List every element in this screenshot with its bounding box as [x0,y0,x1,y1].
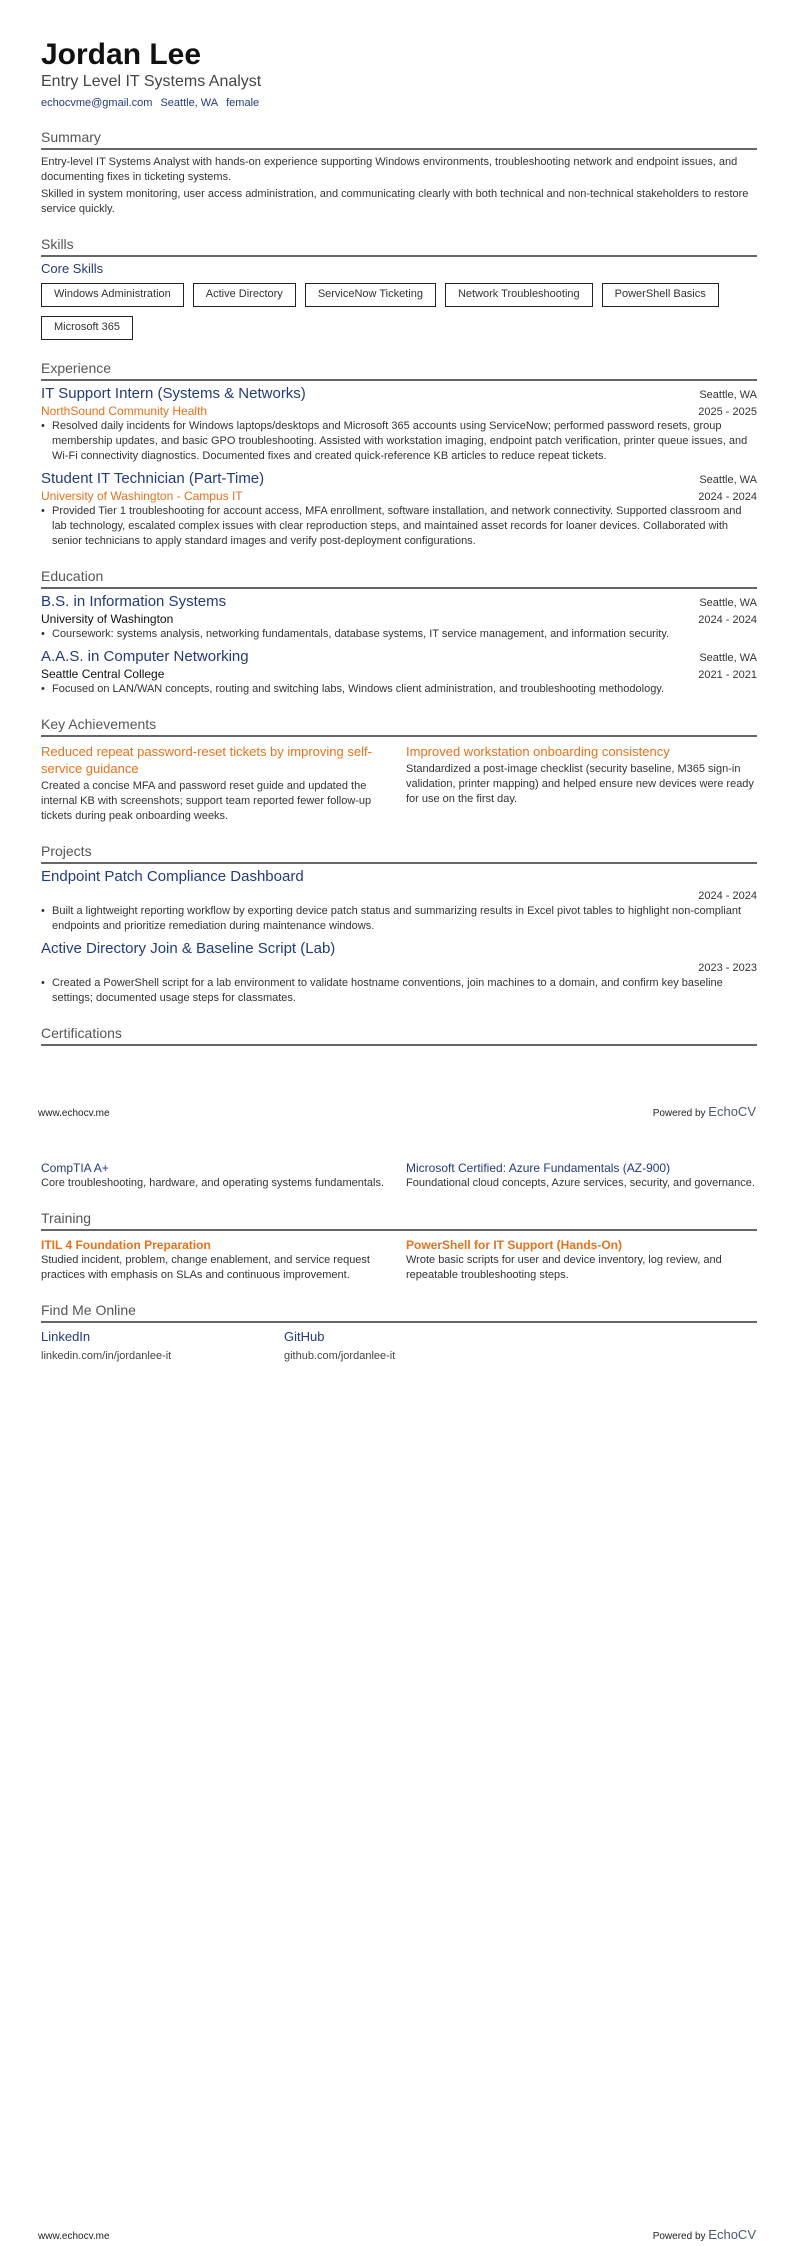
project-bullet: • Created a PowerShell script for a lab environment to validate hostname conventions, join machines to a domain, and confirm key baseline settings; documented usage steps for classmates. [41,976,757,1006]
training-desc: Studied incident, problem, change enablement, and service request practices with emphasis on SLAs and continuous improvement. [41,1254,370,1281]
section-heading: Summary [41,128,757,150]
experience-section [41,359,757,549]
certification-title: Microsoft Certified: Azure Fundamentals (AZ-900) [406,1161,671,1175]
online-link-github[interactable] [284,1329,527,1364]
section-heading: Skills [41,235,757,257]
project-entry [41,868,757,934]
education-bullet: • Coursework: systems analysis, networking fundamentals, database systems, IT service management, and information security. [41,627,757,642]
section-heading: Experience [41,359,757,381]
training-section [41,1209,757,1283]
link-url[interactable]: github.com/jordanlee-it [284,1350,396,1362]
education-bullet: • Focused on LAN/WAN concepts, routing and switching labs, Windows client administration, and troubleshooting methodology. [41,682,757,697]
company-name: NorthSound Community Health [41,404,208,418]
job-bullet: • Resolved daily incidents for Windows laptops/desktops and Microsoft 365 accounts using ServiceNow; performed password resets, group membership updates, and basic GPO troubleshooting. Assisted with workstation imaging, endpoint patch verification, printer queue issues, and Wi-Fi connectivity diagnostics. Documented fixes and created quick-reference KB articles to reduce repeat tickets. [41,419,757,464]
projects-section [41,842,757,1006]
education-dates: 2021 - 2021 [698,669,757,681]
online-section [41,1301,757,1364]
project-dates: 2023 - 2023 [698,962,757,974]
training-item [406,1237,757,1283]
training-title: PowerShell for IT Support (Hands-On) [406,1238,622,1252]
degree-title: B.S. in Information Systems [41,593,227,610]
job-title: Student IT Technician (Part-Time) [41,470,265,487]
online-link-linkedin[interactable] [41,1329,284,1364]
job-location: Seattle, WA [699,474,757,486]
certification-item [406,1160,757,1191]
training-item [41,1237,392,1283]
summary-section [41,128,757,217]
link-url[interactable]: linkedin.com/in/jordanlee-it [41,1350,172,1362]
section-heading: Education [41,567,757,589]
achievement-title: Reduced repeat password-reset tickets by improving self-service guidance [41,744,372,776]
certification-desc: Foundational cloud concepts, Azure services, security, and governance. [406,1177,755,1189]
degree-title: A.A.S. in Computer Networking [41,648,249,665]
project-bullet: • Built a lightweight reporting workflow by exporting device patch status and summarizing results in Excel pivot tables to highlight non-compliant endpoints and prioritize remediation during maintenance windows. [41,904,757,934]
footer-brand[interactable]: EchoCV [708,1104,756,1119]
achievement-item [41,743,392,824]
section-heading: Find Me Online [41,1301,757,1323]
company-name: University of Washington - Campus IT [41,489,243,503]
education-entry [41,593,757,642]
skill-tag: ServiceNow Ticketing [305,283,436,307]
job-dates: 2025 - 2025 [698,406,757,418]
job-location: Seattle, WA [699,389,757,401]
school-location: Seattle, WA [699,652,757,664]
footer-brand[interactable]: EchoCV [708,2227,756,2242]
summary-paragraph: Skilled in system monitoring, user access administration, and communicating clearly with both technical and non-technical stakeholders to restore service quickly. [41,188,749,215]
summary-paragraph: Entry-level IT Systems Analyst with hands-on experience supporting Windows environments, troubleshooting network and endpoint issues, and documenting fixes in ticketing systems. [41,156,738,183]
project-title: Active Directory Join & Baseline Script (Lab) [41,940,336,957]
achievement-item [406,743,757,824]
section-heading: Key Achievements [41,715,757,737]
skill-tag: Microsoft 365 [41,316,133,340]
school-name: Seattle Central College [41,667,165,681]
job-bullet: • Provided Tier 1 troubleshooting for account access, MFA enrollment, software installation, and network connectivity. Supported classroom and lab technology, escalated complex issues with clear reproduction steps, and maintained asset records for loaner devices. Collaborated with senior technicians to apply standard images and verify post-deployment configurations. [41,504,757,549]
contact-location: Seattle, WA [160,97,219,109]
skill-tag: Active Directory [193,283,296,307]
skill-tag: Windows Administration [41,283,184,307]
footer-site-link[interactable]: www.echocv.me [38,2231,110,2242]
training-title: ITIL 4 Foundation Preparation [41,1238,211,1252]
achievement-title: Improved workstation onboarding consistency [406,744,670,759]
skill-tag: Network Troubleshooting [445,283,593,307]
skill-group-title: Core Skills [41,261,104,276]
certification-title: CompTIA A+ [41,1161,109,1175]
certification-item [41,1160,392,1191]
achievement-desc: Created a concise MFA and password reset guide and updated the internal KB with screenshots; support team reported fewer follow-up tickets during peak onboarding weeks. [41,780,372,822]
contact-gender: female [226,97,260,109]
education-dates: 2024 - 2024 [698,614,757,626]
candidate-name: Jordan Lee [41,38,202,71]
contact-line [41,96,757,110]
job-dates: 2024 - 2024 [698,491,757,503]
experience-entry [41,470,757,549]
footer-powered: Powered by EchoCV [652,1104,756,1119]
footer-powered: Powered by EchoCV [652,2227,756,2242]
page-footer [38,1104,756,1119]
page-footer [38,2227,756,2242]
skill-tag: PowerShell Basics [602,283,719,307]
section-heading: Training [41,1209,757,1231]
project-entry [41,940,757,1006]
section-heading: Projects [41,842,757,864]
link-name: GitHub [284,1329,325,1344]
resume-page-1 [41,38,757,1046]
education-section [41,567,757,697]
school-location: Seattle, WA [699,597,757,609]
achievement-desc: Standardized a post-image checklist (security baseline, M365 sign-in validation, printer mapping) and helped ensure new devices were ready for use on the first day. [406,763,754,805]
project-dates: 2024 - 2024 [698,890,757,902]
education-entry [41,648,757,697]
certifications-section [41,1024,757,1046]
candidate-title: Entry Level IT Systems Analyst [41,73,262,90]
certification-desc: Core troubleshooting, hardware, and operating systems fundamentals. [41,1177,385,1189]
achievements-section [41,715,757,824]
section-heading: Certifications [41,1024,757,1046]
skills-section [41,235,757,340]
resume-page-2 [41,1160,757,1364]
project-title: Endpoint Patch Compliance Dashboard [41,868,304,885]
link-name: LinkedIn [41,1329,91,1344]
footer-site-link[interactable]: www.echocv.me [38,1108,110,1119]
school-name: University of Washington [41,612,174,626]
experience-entry [41,385,757,464]
training-desc: Wrote basic scripts for user and device inventory, log review, and repeatable troubleshooting steps. [406,1254,722,1281]
contact-email[interactable]: echocvme@gmail.com [41,97,153,109]
job-title: IT Support Intern (Systems & Networks) [41,385,306,402]
